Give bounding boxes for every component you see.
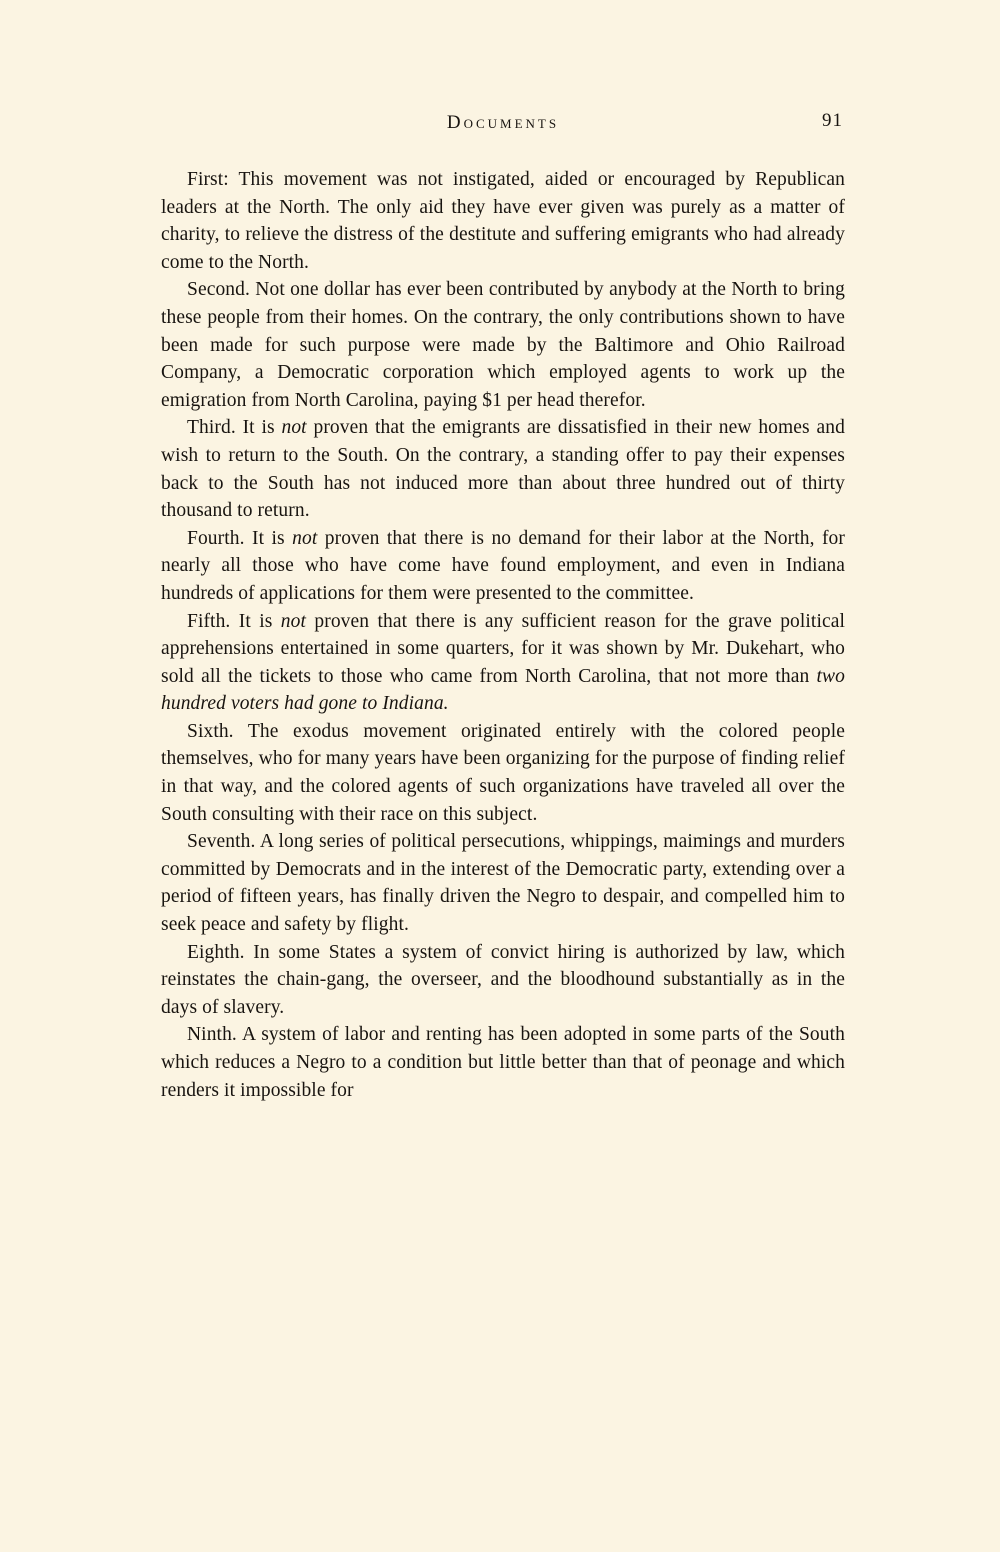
italic-run: two hundred voters had gone to Indiana. [161, 665, 845, 715]
page-header [161, 112, 845, 142]
paragraph-8 [161, 939, 845, 1022]
text-run: Fourth. It is [187, 527, 293, 549]
italic-run: not [281, 417, 307, 439]
running-title: Documents [446, 112, 560, 133]
text-run: proven that there is any sufficient reason for the grave political apprehensions entertained in some quarters, for it was shown by Mr. Dukehart, who sold all the tickets to those who came from North Carolina, that not more than [161, 610, 845, 687]
italic-run: not [280, 610, 307, 632]
paragraph-3 [161, 414, 845, 524]
text-run: First: This movement was not instigated, aided or encouraged by Republican leaders at the North. The only aid they have ever given was purely as a matter of charity, to relieve the distress of the destitute and suffering emigrants who had already come to the North. [161, 169, 845, 273]
text-run: Sixth. The exodus movement originated entirely with the colored people themselves, who for many years have been organizing for the purpose of finding relief in that way, and the colored agents of such organizations have traveled all over the South consulting with their race on this subject. [161, 720, 845, 825]
text-run: proven that the emigrants are dissatisfied in their new homes and wish to return to the South. On the contrary, a standing offer to pay their expenses back to the South has not induced more than about three hundred out of thirty thousand to return. [161, 417, 845, 522]
paragraph-6 [161, 718, 845, 828]
paragraph-7 [161, 828, 845, 938]
text-run: Seventh. A long series of political persecutions, whippings, maimings and murders committed by Democrats and in the interest of the Democratic party, extending over a period of fifteen years, has finally driven the Negro to despair, and compelled him to seek peace and safety by flight. [161, 831, 845, 936]
text-run: Eighth. In some States a system of convict hiring is authorized by law, which reinstates the chain-gang, the overseer, and the bloodhound substantially as in the days of slavery. [161, 941, 845, 1018]
paragraph-9 [161, 1021, 845, 1104]
text-run: Ninth. A system of labor and renting has been adopted in some parts of the South which reduces a Negro to a condition but little better than that of peonage and which renders it impossible for [161, 1024, 845, 1101]
italic-run: not [292, 527, 318, 549]
text-run: Second. Not one dollar has ever been contributed by anybody at the North to bring these people from their homes. On the contrary, the only contributions shown to have been made for such purpose were made by the Baltimore and Ohio Railroad Company, a Democratic corporation which employed agents to work up the emigration from North Carolina, paying $1 per head therefor. [161, 279, 845, 411]
document-page [161, 112, 845, 1104]
page-number: 91 [822, 110, 843, 131]
text-run: Fifth. It is [187, 610, 281, 632]
paragraph-4 [161, 525, 845, 608]
paragraph-1 [161, 166, 845, 276]
text-run: proven that there is no demand for their labor at the North, for nearly all those who have come have found employment, and even in Indiana hundreds of applications for them were presented to the committee. [161, 527, 845, 604]
paragraph-2 [161, 276, 845, 414]
text-run: Third. It is [187, 417, 282, 439]
document-body [161, 166, 845, 1104]
paragraph-5 [161, 608, 845, 718]
